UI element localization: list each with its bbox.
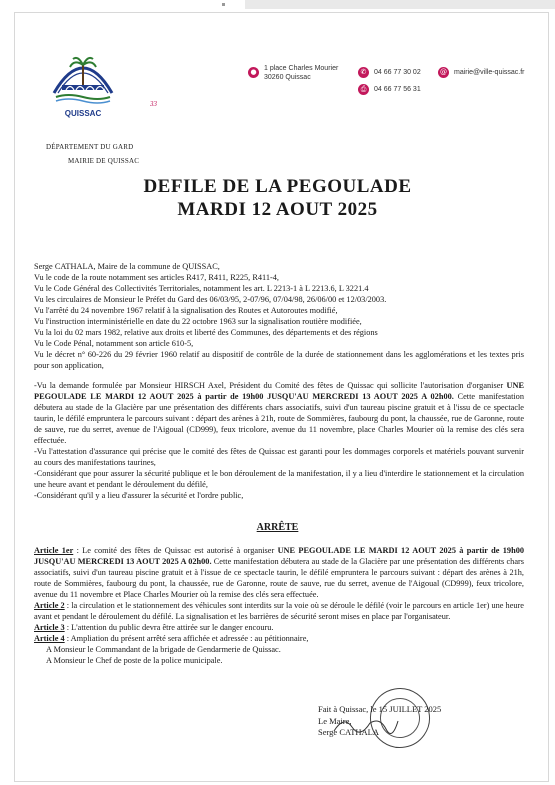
request-block bbox=[34, 380, 524, 501]
article-1-label: Article 1er bbox=[34, 546, 74, 555]
signature-title: Le Maire, bbox=[318, 716, 352, 726]
logo-name: QUISSAC bbox=[64, 109, 102, 118]
consideration-line: Vu le Code Général des Collectivités Territoriales, notamment les art. L 2213-1 à L 2213.6, L 3221.4 bbox=[34, 284, 369, 293]
order-paragraph: -Considérant qu'il y a lieu d'assurer la sécurité et l'ordre public, bbox=[34, 491, 244, 500]
consideration-line: Vu l'arrêté du 24 novembre 1967 relatif à la signalisation des Routes et Autoroutes modifié, bbox=[34, 306, 338, 315]
email-address: mairie@ville-quissac.fr bbox=[454, 69, 525, 76]
insurance-paragraph: -Vu l'attestation d'assurance qui précise que le comité des fêtes de Quissac est garanti pour les dommages corporels et matériels pouvant survenir au cours des manifestations taurines, bbox=[34, 447, 524, 467]
mairie-label: MAIRIE DE QUISSAC bbox=[68, 157, 140, 165]
consideration-line: Vu le Code Pénal, notamment son article 610-5, bbox=[34, 339, 194, 348]
location-pin-icon: ● bbox=[248, 67, 259, 78]
considerations-block bbox=[34, 261, 524, 371]
handwritten-mark: 33 bbox=[150, 100, 157, 108]
article-4 bbox=[34, 633, 524, 644]
article-2 bbox=[34, 600, 524, 622]
consideration-line: Vu les circulaires de Monsieur le Préfet du Gard des 06/03/95, 2-07/96, 07/04/98, 26/06/00 et 12/03/2003. bbox=[34, 295, 387, 304]
consideration-line: Vu la loi du 02 mars 1982, relative aux droits et liberté des Communes, des départements et des régions bbox=[34, 328, 378, 337]
phone-icon: ✆ bbox=[358, 67, 369, 78]
request-event-bold: UNE PEGOULADE LE MARDI 12 AOUT 2025 à partir de 19h00 JUSQU'AU MERCREDI 13 AOUT 2025 A 02h00. bbox=[34, 381, 524, 401]
arrete-heading: ARRÊTE bbox=[256, 522, 299, 533]
fax-number: 04 66 77 56 31 bbox=[374, 86, 421, 93]
handwritten-signature bbox=[330, 713, 400, 738]
signature-name: Serge CATHALA bbox=[318, 727, 379, 737]
request-paragraph bbox=[34, 380, 524, 446]
article-3 bbox=[34, 622, 524, 633]
phone-number: 04 66 77 30 02 bbox=[374, 69, 421, 76]
articles-block bbox=[34, 545, 524, 666]
fax-icon: ⎙ bbox=[358, 84, 369, 95]
consideration-line: Serge CATHALA, Maire de la commune de QUISSAC, bbox=[34, 262, 220, 271]
top-bar bbox=[0, 0, 555, 10]
safety-paragraph: -Considérant que pour assurer la sécurité publique et le bon déroulement de la manifestation, il y a lieu d'interdire le stationnement et la circulation une heure avant et pendant le déroulement du défilé, bbox=[34, 469, 524, 489]
department-label: DÉPARTEMENT DU GARD bbox=[46, 143, 134, 151]
article-1-bold: UNE PEGOULADE LE MARDI 12 AOUT 2025 à partir de 19h00 JUSQU'AU MERCREDI 13 AOUT 2025 A 02h00. bbox=[34, 546, 524, 566]
signature-place-date: Fait à Quissac, le 15 JUILLET 2025 bbox=[318, 704, 442, 714]
email-icon: @ bbox=[440, 68, 447, 76]
request-text: -Vu la demande formulée par Monsieur HIRSCH Axel, Président du Comité des fêtes de Quissac qui sollicite l'autorisation d'organiser bbox=[34, 381, 507, 390]
article-4-recipient-1: A Monsieur le Commandant de la brigade de Gendarmerie de Quissac. bbox=[46, 645, 281, 654]
article-4-recipient-2: A Monsieur le Chef de poste de la police municipale. bbox=[46, 656, 223, 665]
address-block bbox=[264, 64, 338, 82]
top-mark bbox=[222, 3, 225, 6]
address-line-1: 1 place Charles Mourier bbox=[264, 65, 339, 72]
consideration-line: Vu le décret n° 60-226 du 29 février 1960 relatif au dispositif de contrôle de la durée de stationnement dans les agglomérations et les textes pris pour son application, bbox=[34, 350, 524, 370]
title-line-1: DEFILE DE LA PEGOULADE bbox=[143, 176, 412, 197]
town-logo-bridge-palm-icon bbox=[48, 45, 118, 109]
address-line-2: 30260 Quissac bbox=[264, 74, 311, 81]
article-1-text: : Le comité des fêtes de Quissac est autorisé à organiser bbox=[73, 546, 278, 555]
article-2-text: : la circulation et le stationnement des véhicules sont interdits sur la voie où se déroule le défilé (voir le parcours en article 1er) une heure avant et pendant le déroulement du défilé. La signalisation et les barrières de sécurité seront mises en place par l'organisateur. bbox=[34, 601, 524, 621]
town-logo bbox=[48, 45, 118, 123]
article-3-label: Article 3 bbox=[34, 623, 65, 632]
title-line-2: MARDI 12 AOUT 2025 bbox=[177, 199, 378, 220]
article-2-label: Article 2 bbox=[34, 601, 65, 610]
article-3-text: : L'attention du public devra être attirée sur le danger encouru. bbox=[64, 623, 274, 632]
request-route: Cette manifestation débutera au stade de la Glacière par une présentation des différents chars associatifs, suivi d'un taureau piscine gratuit et à l'issu de ce spectacle taurin, le défilé empruntera le parcours suivant : départ des arènes à 21h, route de Sommières, faubourg du pont, la chaussée, rue de Garonne, route de sauve, rue du serret, avenue de l'Aigoual (CD999), feux tricolore, avenue du 11 novembre, place Charles Mourier où la remise des clés sera effectuée. bbox=[34, 392, 524, 445]
article-4-text: : Ampliation du présent arrêté sera affichée et adressée : au pétitionnaire, bbox=[64, 634, 309, 643]
article-1 bbox=[34, 545, 524, 600]
article-1-route: Cette manifestation débutera au stade de la Glacière par une présentation des différents chars associatifs, suivi d'un taureau piscine gratuit et à l'issue de ce spectacle taurin, le défilé empruntera le parcours suivant : départ des arènes à 21h, route de Sommières, faubourg du pont, la chaussée, rue de Garonne, route de sauve, rue du serret, avenue de l'Aigoual (CD999), feux tricolore, avenue du 11 novembre et Place Charles Mourier où la remise des clés sera effectuée. bbox=[34, 557, 524, 599]
consideration-line: Vu l'instruction interministérielle en date du 22 octobre 1963 sur la signalisation routière modifiée, bbox=[34, 317, 362, 326]
article-4-label: Article 4 bbox=[34, 634, 65, 643]
consideration-line: Vu le code de la route notamment ses articles R417, R411, R225, R411-4, bbox=[34, 273, 279, 282]
top-strip bbox=[245, 0, 555, 9]
